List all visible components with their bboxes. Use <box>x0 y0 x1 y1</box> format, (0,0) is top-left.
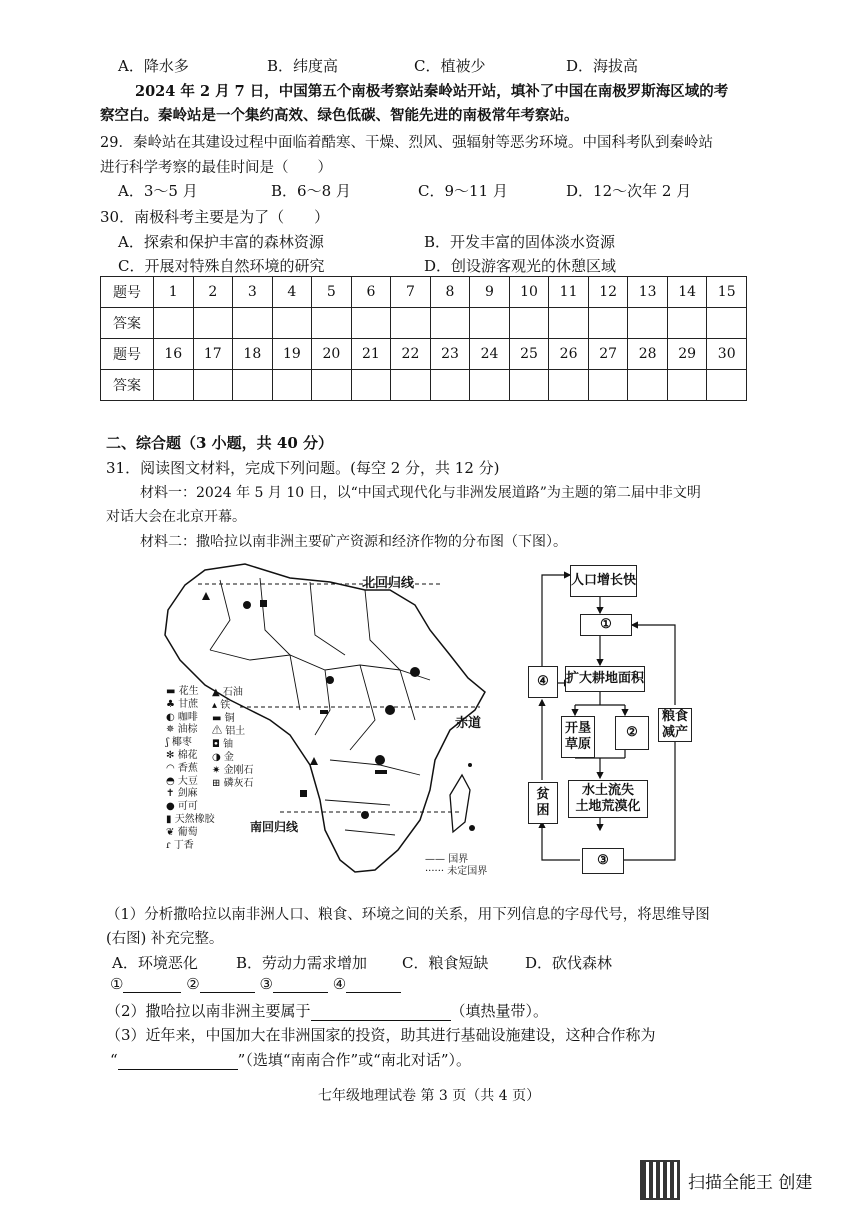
answer-cell[interactable] <box>549 370 589 401</box>
quote-open: “ <box>110 1051 118 1069</box>
answer-cell[interactable] <box>193 370 233 401</box>
question-number: 8 <box>430 277 470 308</box>
question-number: 6 <box>351 277 391 308</box>
answer-cell[interactable] <box>193 308 233 339</box>
mind-map <box>520 560 700 878</box>
legend-item: ⊞ 磷灰石 <box>212 778 254 789</box>
table-row <box>101 370 747 401</box>
question-number: 29 <box>667 339 707 370</box>
answer-cell[interactable] <box>430 370 470 401</box>
answer-cell[interactable] <box>272 308 312 339</box>
answer-cell[interactable] <box>667 308 707 339</box>
q28-option-a: A．降水多 <box>118 57 189 75</box>
question-number: 5 <box>312 277 352 308</box>
cooperation-blank[interactable] <box>118 1069 238 1070</box>
question-number: 30 <box>707 339 747 370</box>
equator-label: 赤道 <box>455 716 482 731</box>
answer-cell[interactable] <box>588 370 628 401</box>
answer-cell[interactable] <box>272 370 312 401</box>
legend-item: ▴ 铁 <box>212 700 231 711</box>
answer-cell[interactable] <box>154 308 194 339</box>
question-number: 19 <box>272 339 312 370</box>
legend-item: ɾ 丁香 <box>166 839 194 851</box>
blank-label-4: ④ <box>332 975 347 993</box>
scanner-watermark <box>640 1160 812 1200</box>
legend-item: ✻ 棉花 <box>166 749 198 761</box>
legend-crops <box>166 686 215 852</box>
question-number: 23 <box>430 339 470 370</box>
q30-option-b: B．开发丰富的固体淡水资源 <box>424 233 616 251</box>
answer-label: 答案 <box>101 370 154 401</box>
q29-option-c: C．9～11 月 <box>418 182 508 200</box>
question-number: 27 <box>588 339 628 370</box>
blank-1-line[interactable] <box>123 992 181 993</box>
q29-stem-line-1: 29．秦岭站在其建设过程中面临着酷寒、干燥、烈风、强辐射等恶劣环境。中国科考队到秦岭站 <box>100 135 713 151</box>
answer-cell[interactable] <box>549 308 589 339</box>
question-number: 28 <box>628 339 668 370</box>
question-number: 21 <box>351 339 391 370</box>
question-number: 10 <box>509 277 549 308</box>
question-number: 4 <box>272 277 312 308</box>
answer-cell[interactable] <box>470 308 510 339</box>
q29-option-b: B．6～8 月 <box>271 182 351 200</box>
legend-item: ▬ 花生 <box>166 686 199 697</box>
question-number: 3 <box>233 277 273 308</box>
legend-item: ● 可可 <box>166 801 198 813</box>
flow-soil-erosion: 水土流失 土地荒漠化 <box>568 780 648 818</box>
legend-item: ▬ 铜 <box>212 713 235 724</box>
question-number: 2 <box>193 277 233 308</box>
q31-choice-c: C．粮食短缺 <box>402 954 489 972</box>
blank-label-2: ② <box>186 975 200 993</box>
legend-item: ◓ 大豆 <box>166 775 198 787</box>
question-number: 15 <box>707 277 747 308</box>
q28-option-c: C．植被少 <box>414 57 486 75</box>
flow-expand-farmland: 扩大耕地面积 <box>565 666 645 692</box>
q31-part2-hint: （填热量带）。 <box>450 1002 549 1020</box>
legend-item: ······ 未定国界 <box>425 866 488 877</box>
answer-cell[interactable] <box>509 308 549 339</box>
intro-line-2: 察空白。秦岭站是一个集约高效、绿色低碳、智能先进的南极常年考察站。 <box>100 107 579 124</box>
intro-line-1: 2024 年 2 月 7 日，中国第五个南极考察站秦岭站开站，填补了中国在南极罗斯海区域的考 <box>135 83 729 100</box>
answer-cell[interactable] <box>470 370 510 401</box>
header-label: 题号 <box>101 339 154 370</box>
answer-table <box>100 276 747 401</box>
flow-blank-1[interactable]: ① <box>580 614 632 636</box>
answer-cell[interactable] <box>430 308 470 339</box>
legend-item: ✝ 剑麻 <box>166 788 198 800</box>
tropic-south-label: 南回归线 <box>250 820 299 834</box>
question-number: 25 <box>509 339 549 370</box>
q28-option-d: D．海拔高 <box>566 57 639 75</box>
flow-blank-4[interactable]: ④ <box>528 666 558 698</box>
q30-stem: 30．南极科考主要是为了（ ） <box>100 208 330 226</box>
page-footer: 七年级地理试卷 第 3 页（共 4 页） <box>318 1088 541 1104</box>
answer-cell[interactable] <box>154 370 194 401</box>
blank-label-3: ③ <box>259 975 273 993</box>
scanner-brand-text: 扫描全能王 创建 <box>688 1172 813 1193</box>
question-number: 11 <box>549 277 589 308</box>
question-number: 18 <box>233 339 273 370</box>
qr-code-icon <box>640 1160 680 1200</box>
legend-item: ❦ 葡萄 <box>166 826 198 838</box>
flow-blank-3[interactable]: ③ <box>582 848 624 874</box>
question-number: 12 <box>588 277 628 308</box>
answer-cell[interactable] <box>707 308 747 339</box>
q31-choice-a: A．环境恶化 <box>112 954 198 972</box>
section-title: 二、综合题（3 小题，共 40 分） <box>106 434 333 452</box>
answer-cell[interactable] <box>391 370 431 401</box>
blank-4-line[interactable] <box>346 992 401 993</box>
answer-cell[interactable] <box>628 370 668 401</box>
question-number: 26 <box>549 339 589 370</box>
question-number: 16 <box>154 339 194 370</box>
blank-3-line[interactable] <box>273 992 328 993</box>
legend-item: ◑ 金 <box>212 752 234 763</box>
table-row <box>101 339 747 370</box>
q29-option-d: D．12～次年 2 月 <box>566 182 692 200</box>
legend-item: ✷ 金刚石 <box>212 765 254 776</box>
answer-cell[interactable] <box>667 370 707 401</box>
question-number: 22 <box>391 339 431 370</box>
table-row <box>101 308 747 339</box>
question-number: 1 <box>154 277 194 308</box>
legend-borders <box>425 854 487 878</box>
answer-cell[interactable] <box>707 370 747 401</box>
legend-item: ▮ 天然橡胶 <box>166 813 215 825</box>
q31-choice-b: B．劳动力需求增加 <box>236 954 368 972</box>
legend-item: ◘ 铀 <box>212 739 234 750</box>
answer-cell[interactable] <box>351 308 391 339</box>
answer-cell[interactable] <box>351 370 391 401</box>
answer-cell[interactable] <box>312 370 352 401</box>
question-number: 24 <box>470 339 510 370</box>
q31-part1-line-1: （1）分析撒哈拉以南非洲人口、粮食、环境之间的关系，用下列信息的字母代号，将思维导图 <box>106 907 710 923</box>
flow-reclaim-grassland: 开垦 草原 <box>561 716 595 758</box>
q31-part3-line-1: （3）近年来，中国加大在非洲国家的投资，助其进行基础设施建设，这种合作称为 <box>106 1026 656 1044</box>
q30-option-a: A．探索和保护丰富的森林资源 <box>118 233 324 251</box>
legend-item: ʃ 椰枣 <box>166 737 192 749</box>
flow-grain-reduction: 粮食 减产 <box>658 708 692 742</box>
answer-cell[interactable] <box>233 370 273 401</box>
legend-item: ◠ 香蕉 <box>166 762 198 774</box>
material-1-line-2: 对话大会在北京开幕。 <box>106 509 246 525</box>
legend-item: ✵ 油棕 <box>166 724 198 736</box>
q31-part3-line-2 <box>110 1049 471 1070</box>
question-number: 9 <box>470 277 510 308</box>
answer-cell[interactable] <box>391 308 431 339</box>
question-number: 20 <box>312 339 352 370</box>
q31-part1-line-2: (右图) 补充完整。 <box>106 931 224 947</box>
heat-zone-blank[interactable] <box>311 1020 451 1021</box>
q31-choice-d: D．砍伐森林 <box>525 954 613 972</box>
answer-cell[interactable] <box>312 308 352 339</box>
q29-stem-line-2: 进行科学考察的最佳时间是（ ） <box>100 160 332 176</box>
legend-item: ▲ 石油 <box>212 687 243 698</box>
answer-cell[interactable] <box>588 308 628 339</box>
q31-blanks-row <box>110 975 401 993</box>
flow-population-growth: 人口增长快 <box>570 565 637 597</box>
blank-2-line[interactable] <box>200 992 255 993</box>
q31-stem: 31．阅读图文材料，完成下列问题。(每空 2 分，共 12 分) <box>106 459 500 477</box>
q28-option-b: B．纬度高 <box>267 57 339 75</box>
q30-option-c: C．开展对特殊自然环境的研究 <box>118 257 325 275</box>
legend-item: —— 国界 <box>425 854 469 865</box>
legend-item: ⚠ 铝土 <box>212 726 246 737</box>
q31-part2 <box>106 1000 548 1021</box>
flow-blank-2[interactable]: ② <box>615 716 649 750</box>
q29-option-a: A．3～5 月 <box>118 182 198 200</box>
question-number: 14 <box>667 277 707 308</box>
answer-label: 答案 <box>101 308 154 339</box>
legend-item: ◐ 咖啡 <box>166 711 198 723</box>
question-number: 13 <box>628 277 668 308</box>
flow-poverty: 贫 困 <box>528 782 558 824</box>
question-number: 7 <box>391 277 431 308</box>
answer-cell[interactable] <box>509 370 549 401</box>
question-number: 17 <box>193 339 233 370</box>
answer-cell[interactable] <box>233 308 273 339</box>
material-2: 材料二：撒哈拉以南非洲主要矿产资源和经济作物的分布图（下图）。 <box>140 534 567 550</box>
legend-item: ♣ 甘蔗 <box>166 698 199 710</box>
material-1-line-1: 材料一：2024 年 5 月 10 日，以“中国式现代化与非洲发展道路”为主题的第二届中非文明 <box>140 485 701 501</box>
answer-cell[interactable] <box>628 308 668 339</box>
q31-part3-hint: ”（选填“南南合作”或“南北对话”）。 <box>237 1051 472 1069</box>
table-row <box>101 277 747 308</box>
blank-label-1: ① <box>110 975 124 993</box>
header-label: 题号 <box>101 277 154 308</box>
q31-part2-text: （2）撒哈拉以南非洲主要属于 <box>106 1002 311 1020</box>
legend-minerals <box>212 686 254 790</box>
africa-map <box>150 560 500 878</box>
q30-option-d: D．创设游客观光的休憩区域 <box>424 257 617 275</box>
tropic-north-label: 北回归线 <box>362 576 415 591</box>
